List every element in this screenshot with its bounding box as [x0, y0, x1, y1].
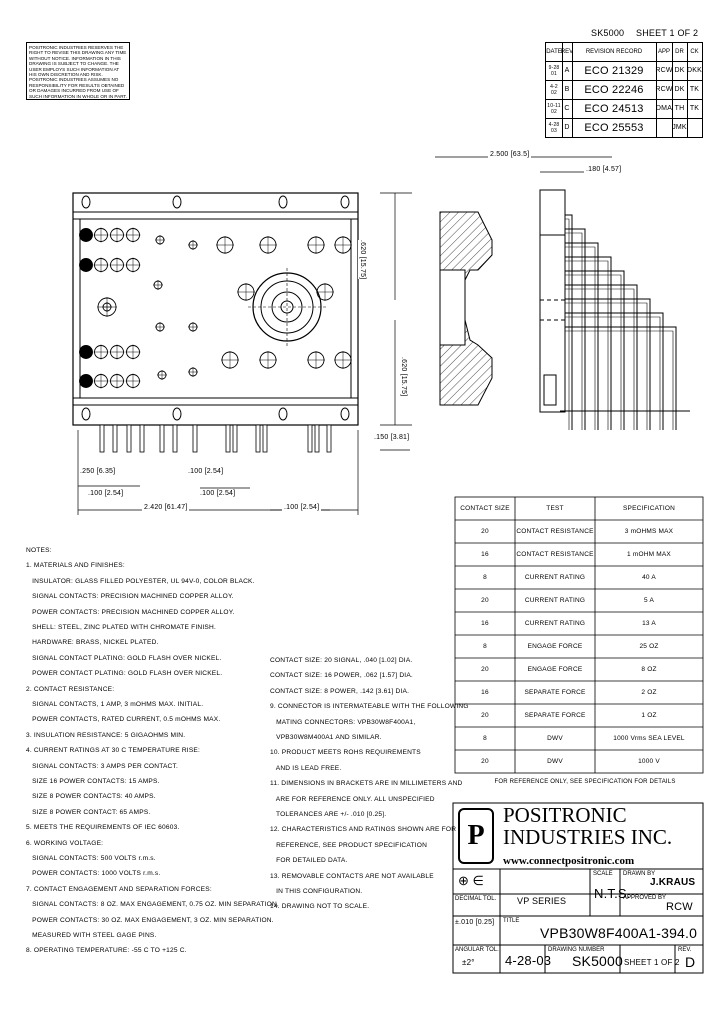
note-line: 1. MATERIALS AND FINISHES: — [26, 562, 125, 570]
signal-contact — [80, 229, 93, 242]
spec-cell-size: 8 — [483, 643, 487, 650]
spec-cell-size: 20 — [481, 666, 489, 673]
decimal-tol-value: ±.010 [0.25] — [455, 919, 495, 926]
solder-tail — [127, 425, 131, 452]
note-line: 12. CHARACTERISTICS AND RATINGS SHOWN ARE FOR — [270, 826, 457, 834]
spec-cell-size: 8 — [483, 735, 487, 742]
solder-tail — [173, 425, 177, 452]
note-line: POWER CONTACTS: 30 OZ. MAX ENGAGEMENT, 3 OZ. MIN SEPARATION. — [26, 916, 274, 924]
note-line: POWER CONTACT PLATING: GOLD FLASH OVER NICKEL. — [26, 670, 223, 678]
revision-cell-rev: D — [562, 118, 573, 137]
note-line: POWER CONTACTS: PRECISION MACHINED COPPER ALLOY. — [26, 608, 235, 616]
spec-cell-spec: 5 A — [644, 597, 654, 604]
note-line: SIGNAL CONTACTS: 3 AMPS PER CONTACT. — [26, 762, 179, 770]
revision-cell-record: ECO 21329 — [572, 61, 657, 80]
note-line: 5. MEETS THE REQUIREMENTS OF IEC 60603. — [26, 824, 180, 832]
note-line: TOLERANCES ARE +/- .010 [0.25]. — [270, 811, 387, 818]
right-angle-legs — [560, 215, 690, 430]
right-angle-leg — [565, 285, 637, 430]
revision-cell-date: 4-28 03 — [546, 118, 563, 137]
spec-cell-size: 16 — [481, 620, 489, 627]
revision-cell-rev: A — [562, 61, 573, 80]
drawing-number-label: DRAWING NUMBER — [548, 947, 605, 953]
revision-cell-date: 4-2 02 — [546, 80, 563, 99]
revision-cell-dr: TH — [672, 99, 688, 118]
note-line: 9. CONNECTOR IS INTERMATEABLE WITH THE FOLLOWING — [270, 703, 469, 711]
revision-cell-app: RCW — [656, 80, 673, 99]
revision-cell-date: 9-28 01 — [546, 61, 563, 80]
solder-tail — [226, 425, 230, 452]
solder-tail — [100, 425, 104, 452]
solder-tail — [327, 425, 331, 452]
revision-cell-ck: DKK — [687, 66, 702, 74]
scale-label: SCALE — [593, 871, 613, 877]
angular-tol-label: ANGULAR TOL. — [455, 947, 499, 953]
revision-cell-rev: B — [562, 80, 573, 99]
rev-value: D — [685, 954, 696, 970]
spec-cell-test: DWV — [547, 735, 563, 742]
right-angle-leg-edge — [565, 317, 660, 430]
spec-cell-test: CURRENT RATING — [524, 620, 586, 627]
note-line: CONTACT SIZE: 20 SIGNAL, .040 [1.02] DIA. — [270, 657, 413, 664]
spec-cell-spec: 8 OZ — [641, 666, 657, 673]
projection-symbol-icon: ⊕ ∈ — [458, 873, 484, 888]
spec-cell-size: 20 — [481, 597, 489, 604]
spec-cell-test: DWV — [547, 758, 563, 765]
note-line: SIZE 16 POWER CONTACTS: 15 AMPS. — [26, 778, 160, 785]
spec-cell-spec: 2 OZ — [641, 689, 657, 696]
spec-cell-size: 20 — [481, 528, 489, 535]
dim-bottom-b: .100 [2.54] — [88, 490, 124, 497]
mount-hole-t2 — [173, 196, 181, 208]
mount-hole-br — [341, 408, 349, 420]
right-angle-leg — [565, 313, 663, 430]
dim-top-right: .180 [4.57] — [586, 166, 622, 173]
note-line: NOTES: — [26, 547, 52, 554]
note-line: SIGNAL CONTACT PLATING: GOLD FLASH OVER NICKEL. — [26, 654, 222, 662]
header-sheet-of: SHEET 1 OF 2 — [636, 28, 699, 38]
right-angle-leg-edge — [565, 219, 569, 430]
spec-cell-spec: 1000 V — [638, 758, 660, 765]
note-line: HARDWARE: BRASS, NICKEL PLATED. — [26, 639, 159, 647]
revision-cell-date: 10-11 02 — [546, 99, 563, 118]
logo-letter: P — [467, 820, 485, 851]
dimension-lines — [78, 157, 612, 515]
power-contact-pin — [281, 301, 293, 313]
spec-cell-test: CURRENT RATING — [524, 597, 586, 604]
dim-bottom-a: .250 [6.35] — [80, 468, 116, 475]
note-line: IN THIS CONFIGURATION. — [270, 888, 363, 895]
note-line: 6. WORKING VOLTAGE: — [26, 839, 104, 847]
spec-cell-spec: 40 A — [642, 574, 656, 581]
note-line: INSULATOR: GLASS FILLED POLYESTER, UL 94V-0, COLOR BLACK. — [26, 577, 255, 585]
mount-hole-tl — [82, 196, 90, 208]
spec-table — [455, 497, 703, 773]
note-line: 8. OPERATING TEMPERATURE: -55 C TO +125 C. — [26, 947, 187, 955]
spec-cell-size: 8 — [483, 574, 487, 581]
revision-cell-rev: C — [562, 99, 573, 118]
mount-hole-b2 — [173, 408, 181, 420]
signal-contact — [80, 259, 93, 272]
mount-hole-bl — [82, 408, 90, 420]
spec-cell-size: 20 — [481, 758, 489, 765]
note-line: SIGNAL CONTACTS, 1 AMP, 3 mOHMS MAX. INITIAL. — [26, 701, 204, 708]
spec-cell-spec: 25 OZ — [639, 643, 659, 650]
spec-cell-test: CONTACT RESISTANCE — [516, 528, 594, 535]
right-angle-leg-edge — [565, 261, 608, 430]
drawn-by-label: DRAWN BY — [623, 871, 656, 877]
note-line: 10. PRODUCT MEETS ROHS REQUIREMENTS — [270, 749, 421, 757]
sheet-value: SHEET 1 OF 2 — [624, 958, 680, 967]
note-line: REFERENCE, SEE PRODUCT SPECIFICATION — [270, 841, 428, 849]
angular-tol-value: ±2° — [462, 958, 475, 967]
rev-col-dr: DR — [672, 43, 688, 61]
dim-top-overall: 2.500 [63.5] — [490, 151, 530, 158]
revision-cell-app: RCW — [656, 61, 673, 80]
note-line: VPB30W8M400A1 AND SIMILAR. — [270, 734, 382, 741]
revision-cell-dr: DK — [672, 61, 688, 80]
revision-cell-dr: DK — [672, 80, 688, 99]
revision-cell-record: ECO 22246 — [572, 80, 657, 99]
company-website: www.connectpositronic.com — [503, 855, 635, 867]
decimal-tol-label: DECIMAL TOL. — [455, 896, 497, 902]
right-angle-leg — [565, 271, 624, 430]
spec-table-footer: FOR REFERENCE ONLY, SEE SPECIFICATION FOR DETAILS — [494, 779, 676, 785]
revision-cell-dr: JMK — [672, 118, 688, 137]
solder-tail — [193, 425, 197, 452]
solder-tail — [308, 425, 312, 452]
note-line: FOR DETAILED DATA. — [270, 857, 348, 865]
right-angle-leg-edge — [565, 331, 673, 430]
dim-right-upper: .620 [15.75] — [359, 240, 366, 280]
note-line: MATING CONNECTORS: VPB30W8F400A1, — [270, 718, 416, 726]
note-line: POWER CONTACTS: 1000 VOLTS r.m.s. — [26, 870, 161, 878]
power-contact-insert — [272, 292, 302, 322]
side-cavity — [440, 270, 465, 345]
scale-value: N.T.S. — [594, 886, 631, 901]
note-line: 3. INSULATION RESISTANCE: 5 GIGAOHMS MIN. — [26, 731, 186, 739]
spec-cell-spec: 3 mOHMS MAX — [624, 528, 674, 535]
dim-bottom-d: .100 [2.54] — [200, 490, 236, 497]
note-line: 11. DIMENSIONS IN BRACKETS ARE IN MILLIMETERS AND — [270, 780, 463, 788]
title-value: VPB30W8F400A1-394.0 — [540, 925, 698, 941]
note-line: SHELL: STEEL, ZINC PLATED WITH CHROMATE FINISH. — [26, 624, 217, 631]
revision-cell-ck: TK — [689, 85, 700, 93]
note-line: SIZE 8 POWER CONTACTS: 40 AMPS. — [26, 793, 156, 801]
note-line: SIZE 8 POWER CONTACT: 65 AMPS. — [26, 808, 151, 816]
solder-tails — [100, 425, 331, 452]
note-line: SIGNAL CONTACTS: 8 OZ. MAX ENGAGEMENT, 0.75 OZ. MIN SEPARATION. — [26, 901, 279, 909]
note-line: POWER CONTACTS, RATED CURRENT, 0.5 mOHMS MAX. — [26, 716, 221, 724]
proprietary-notice: POSITRONIC INDUSTRIES RESERVES THE RIGHT TO REVISE THIS DRAWING ANY TIME WITHOUT NOTICE. INFORMATION IN THIS DRAWING IS SUBJECT TO CHANGE. THE USER EMPLOYS SUCH INFORMATION AT HIS OWN DISCRETION AND RISK. POSITRONIC INDUSTRIES ASSUMES NO RESPONSIBILITY FOR RESULTS OBTAINED OR DAMAGES INCURRED FROM USE OF SUCH INFORMATION IN WHOLE OR IN PART. — [29, 45, 128, 99]
revision-cell-app: DMA — [656, 99, 673, 118]
spec-cell-size: 20 — [481, 712, 489, 719]
spec-cell-size: 16 — [481, 551, 489, 558]
signal-contact — [80, 375, 93, 388]
rev-col-rev: REV — [562, 43, 573, 61]
spec-header-cell: SPECIFICATION — [623, 505, 675, 512]
spec-cell-test: CONTACT RESISTANCE — [516, 551, 594, 558]
series-label: VP SERIES — [517, 896, 567, 906]
solder-tail — [140, 425, 144, 452]
drawing-number-value: SK5000 — [572, 953, 624, 969]
date-value: 4-28-03 — [505, 953, 552, 968]
note-line: SIGNAL CONTACTS: 500 VOLTS r.m.s. — [26, 855, 156, 862]
spec-cell-spec: 13 A — [642, 620, 656, 627]
solder-tail — [315, 425, 319, 452]
right-angle-leg-edge — [565, 247, 595, 430]
solder-tail — [113, 425, 117, 452]
note-line: ARE FOR REFERENCE ONLY. ALL UNSPECIFIED — [270, 795, 435, 803]
mount-hole-b3 — [279, 408, 287, 420]
spec-header-cell: TEST — [546, 505, 564, 512]
spec-cell-spec: 1 OZ — [641, 712, 657, 719]
note-line: MEASURED WITH STEEL GAGE PINS. — [26, 932, 157, 939]
positronic-logo — [458, 808, 494, 864]
note-line: CONTACT SIZE: 8 POWER, .142 [3.61] DIA. — [270, 687, 410, 695]
dim-right-bottom: .150 [3.81] — [374, 434, 410, 441]
spec-cell-test: SEPARATE FORCE — [524, 712, 586, 719]
note-line: 4. CURRENT RATINGS AT 30 C TEMPERATURE RISE: — [26, 747, 201, 755]
note-line: 14. DRAWING NOT TO SCALE. — [270, 903, 370, 911]
note-line: 2. CONTACT RESISTANCE: — [26, 685, 115, 693]
spec-cell-test: ENGAGE FORCE — [527, 643, 583, 650]
approved-by-value: RCW — [666, 901, 693, 913]
dim-bottom-right: .100 [2.54] — [284, 504, 320, 511]
company-name-line2: INDUSTRIES INC. — [503, 825, 673, 849]
company-name-line1: POSITRONIC — [503, 803, 627, 827]
revision-cell-record: ECO 25553 — [572, 118, 657, 137]
note-line: AND IS LEAD FREE. — [270, 764, 342, 772]
rev-label: REV. — [678, 947, 692, 953]
rev-col-record: REVISION RECORD — [572, 43, 657, 61]
mount-hole-t3 — [279, 196, 287, 208]
note-line: 7. CONTACT ENGAGEMENT AND SEPARATION FORCES: — [26, 885, 212, 893]
header-doc-number: SK5000 — [591, 28, 625, 38]
solder-tail — [263, 425, 267, 452]
solder-tail — [233, 425, 237, 452]
signal-contact — [80, 346, 93, 359]
rev-col-app: APP — [656, 43, 673, 61]
right-angle-leg — [565, 327, 676, 430]
spec-cell-test: ENGAGE FORCE — [527, 666, 583, 673]
note-line: CONTACT SIZE: 16 POWER, .062 [1.57] DIA. — [270, 672, 413, 680]
contact-pattern — [80, 228, 353, 389]
revision-cell-ck: TK — [689, 104, 700, 112]
rev-col-date: DATE — [546, 43, 563, 61]
dim-bottom-overall: 2.420 [61.47] — [144, 504, 188, 511]
side-view — [440, 190, 690, 430]
approved-by-label: APPROVED BY — [623, 895, 667, 901]
rev-col-ck: CK — [690, 49, 699, 55]
front-view — [73, 193, 358, 452]
title-label: TITLE — [503, 918, 520, 924]
spec-cell-spec: 1000 Vrms SEA LEVEL — [613, 735, 685, 742]
drawn-by-value: J.KRAUS — [650, 877, 696, 888]
right-angle-leg-edge — [565, 275, 621, 430]
revision-cell-record: ECO 24513 — [572, 99, 657, 118]
spec-header-cell: CONTACT SIZE — [460, 505, 510, 512]
solder-tail — [160, 425, 164, 452]
spec-cell-spec: 1 mOHM MAX — [627, 551, 671, 558]
spec-cell-size: 16 — [481, 689, 489, 696]
spec-cell-test: SEPARATE FORCE — [524, 689, 586, 696]
spec-cell-test: CURRENT RATING — [524, 574, 586, 581]
note-line: SIGNAL CONTACTS: PRECISION MACHINED COPPER ALLOY. — [26, 593, 234, 601]
solder-tail — [256, 425, 260, 452]
dim-bottom-c: .100 [2.54] — [188, 468, 224, 475]
note-line: 13. REMOVABLE CONTACTS ARE NOT AVAILABLE — [270, 872, 434, 880]
mount-hole-tr — [341, 196, 349, 208]
right-angle-leg-edge — [565, 233, 582, 430]
dim-right-lower: .620 [15.75] — [400, 357, 407, 397]
